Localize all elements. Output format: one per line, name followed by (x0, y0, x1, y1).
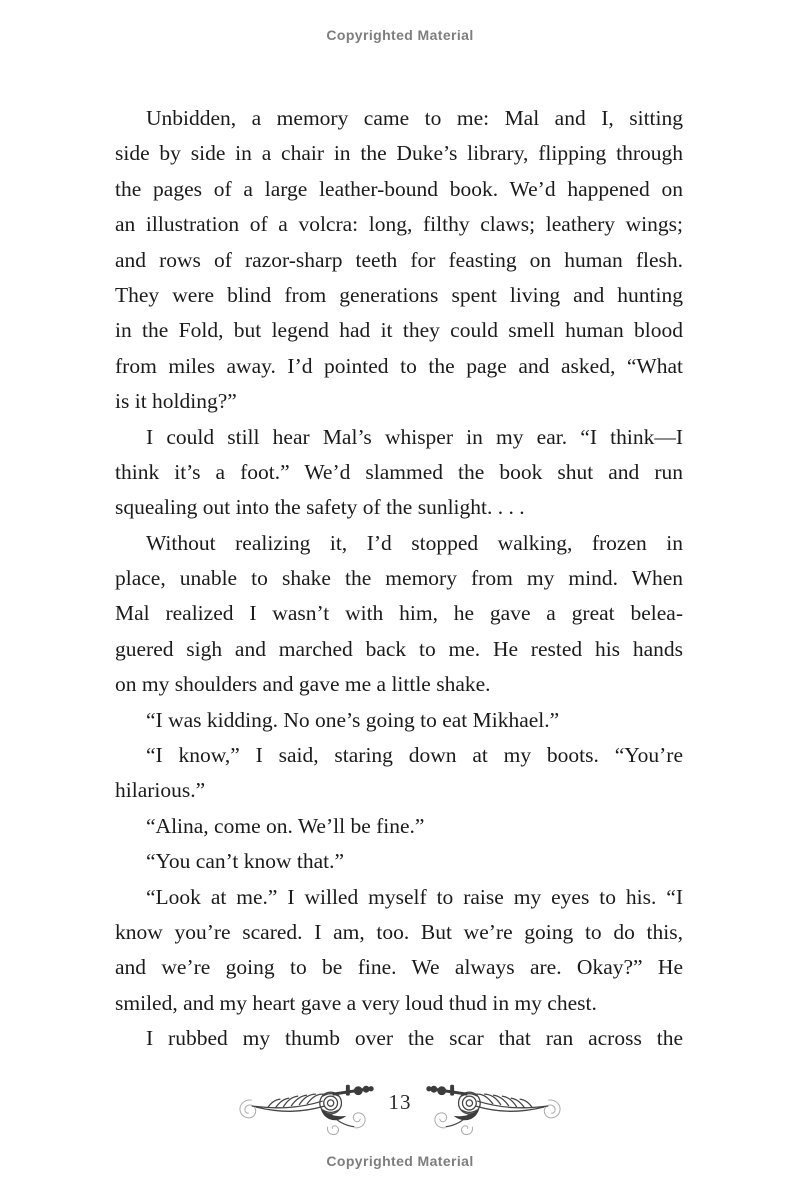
text-line: I could still hear Mal’s whisper in my ear. “I think—I (146, 424, 683, 449)
text-line: and rows of razor-sharp teeth for feasting on human flesh. (115, 247, 683, 272)
text-line: Mal realized I wasn’t with him, he gave a great belea- (115, 601, 683, 626)
top-copyright-notice: Copyrighted Material (326, 27, 474, 43)
text-line: “Look at me.” I willed myself to raise my eyes to his. “I (146, 884, 683, 909)
text-line: “I was kidding. No one’s going to eat Mikhael.” (146, 707, 560, 732)
engraved-flourish-right-icon (426, 1076, 564, 1136)
text-line: Unbidden, a memory came to me: Mal and I, sitting (146, 106, 683, 130)
bottom-copyright-notice: Copyrighted Material (326, 1153, 474, 1169)
text-line: guered sigh and marched back to me. He rested his hands (115, 636, 683, 661)
text-line: and we’re going to be fine. We always are. Okay?” He (115, 955, 683, 980)
text-line: think it’s a foot.” We’d slammed the book shut and run (115, 459, 683, 484)
text-line: from miles away. I’d pointed to the page and asked, “What (115, 353, 683, 378)
engraved-flourish-left-icon (236, 1076, 374, 1136)
text-line: know you’re scared. I am, too. But we’re going to do this, (115, 919, 683, 944)
text-line: squealing out into the safety of the sunlight. . . . (115, 495, 525, 520)
page-number: 13 (388, 1089, 412, 1114)
text-line: Without realizing it, I’d stopped walking, frozen in (146, 530, 683, 555)
text-line: “You can’t know that.” (146, 849, 345, 874)
text-line: hilarious.” (115, 778, 206, 803)
text-line: the pages of a large leather-bound book. We’d happened on (115, 176, 683, 201)
text-line: in the Fold, but legend had it they could smell human blood (115, 318, 683, 343)
text-line: on my shoulders and gave me a little shake. (115, 672, 491, 697)
page-footer (0, 1076, 800, 1136)
text-line: “Alina, come on. We’ll be fine.” (146, 813, 425, 838)
text-line: side by side in a chair in the Duke’s library, flipping through (115, 141, 683, 166)
body-text (115, 101, 683, 1057)
text-line: I rubbed my thumb over the scar that ran across the (146, 1026, 683, 1051)
text-line: place, unable to shake the memory from my mind. When (115, 566, 683, 591)
text-line: smiled, and my heart gave a very loud thud in my chest. (115, 990, 597, 1015)
text-line: an illustration of a volcra: long, filthy claws; leathery wings; (115, 212, 683, 237)
text-line: “I know,” I said, staring down at my boots. “You’re (146, 743, 683, 768)
text-line: They were blind from generations spent living and hunting (115, 282, 683, 307)
text-line: is it holding?” (115, 389, 237, 414)
